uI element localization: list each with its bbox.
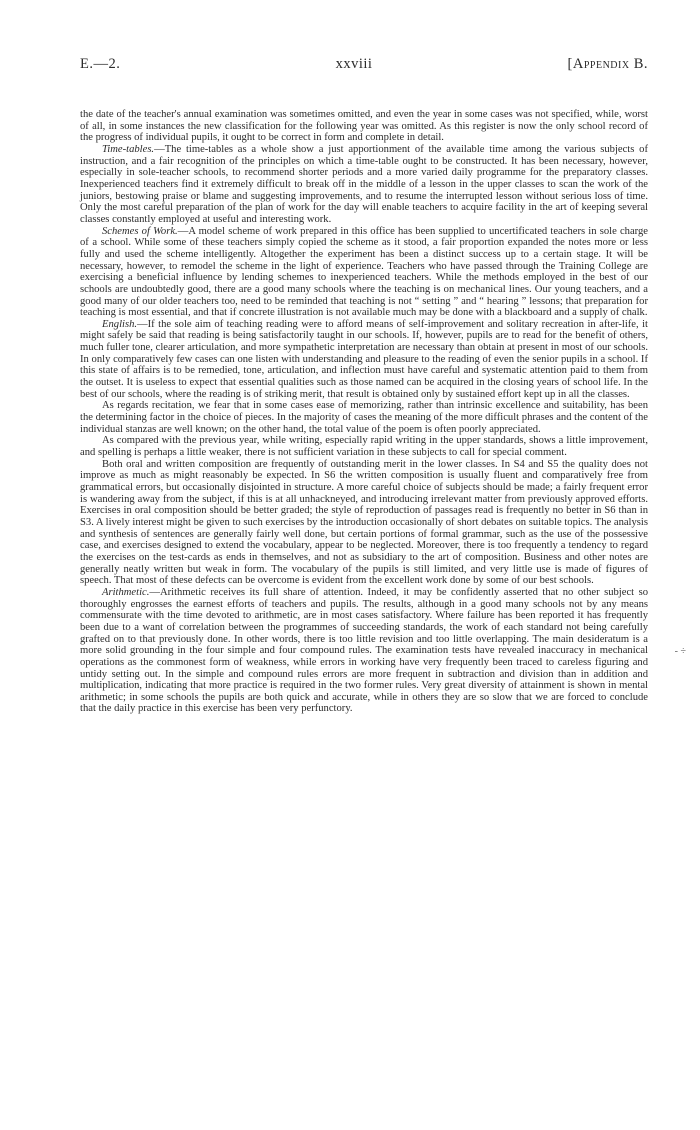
header-appendix: [Appendix B. [567,56,648,72]
paragraph-composition: Both oral and written composition are frequently of outstanding merit in the lower classes. In S4 and S5 the quality does not improve as much as might reasonably be expected. In S6 the written composition is usually fluent and comparatively free from grammatical errors, but occasionally disjointed in structure. A more careful choice of subjects should be made; a fairly frequent error is wandering away from the subject, if this is at all unhackneyed, and introducing irrelevant matter from previously approved efforts. Exercises in oral composition should be better graded; the style of reproduction of passages read is frequently no better in S6 than in S3. A lively interest might be given to such exercises by the introduction occasionally of short debates on suitable topics. The analysis and synthesis of sentences are generally fairly well done, but certain portions of formal grammar, such as the use of the possessive case, and exercises designed to extend the vocabulary, appear to be neglected. Moreover, there is too frequently a tendency to regard the exercises on the test-cards as ends in themselves, and not as subsidiary to the art of composition. Business and other notes are generally neatly written but weak in form. The vocabulary of the pupils is still limited, and very little use is made of figures of speech. That most of these defects can be overcome is evident from the excellent work done by some of our best schools. [80,458,648,587]
paragraph-recitation: As regards recitation, we fear that in some cases ease of memorizing, rather than intrinsic excellence and suitability, has been the determining factor in the choice of pieces. In the majority of cases the meaning of the more difficult phrases and the content of the individual stanzas are well known; on the other hand, the total value of the poem is often poorly appreciated. [80,400,648,435]
section-heading-schemes-of-work: Schemes of Work. [102,225,178,237]
header-reference: E.—2. [80,56,121,72]
paragraph-arithmetic: Arithmetic.—Arithmetic receives its full share of attention. Indeed, it may be confidently asserted that no other subject so thoroughly engrosses the earnest efforts of teachers and pupils. The results, although in a good many schools not by any means commensurate with the time devoted to arithmetic, are in most cases satisfactory. Where failure has been reported it has frequently been due to a want of correlation between the programmes of succeeding standards, the work of each standard not being carefully grafted on to that previously done. In other words, there is too little revision and too little overlapping. The main desideratum is a more solid grounding in the four simple and four compound rules. The examination tests have revealed inaccuracy in mechanical operations as the commonest form of weakness, while errors in working have very frequently been traced to careless figuring and untidy setting out. In the simple and compound rules errors are more frequent in subtraction and division than in addition and multiplication, indicating that more practice is required in the two former rules. Very great diversity of attainment is shown in mental arithmetic; in some schools the pupils are both quick and accurate, while in others they are so slow that we are forced to conclude that the daily practice in this exercise has been very perfunctory. [80,586,648,715]
margin-mark: - ÷ [674,646,686,657]
paragraph-time-tables: Time-tables.—The time-tables as a whole show a just apportionment of the available time among the various subjects of instruction, and a fair recognition of the principles on which a time-table ought to be constructed. It has been necessary, however, especially in sole-teacher schools, to recommend shorter periods and a more varied daily programme for the preparatory classes. Inexperienced teachers find it extremely difficult to break off in the middle of a lesson in the upper classes to scan the work of the juniors, bestowing praise or blame and suggesting improvements, and to resume the interrupted lesson without serious loss of time. Only the most careful preparation of the plan of work for the day will enable teachers to acquire facility in the art of keeping several classes constantly employed at useful and interesting work. [80,143,648,225]
paragraph-writing: As compared with the previous year, while writing, especially rapid writing in the upper standards, shows a little improvement, and spelling is perhaps a little weaker, there is not sufficient variation in these subjects to call for special comment. [80,435,648,459]
page-header [60,56,648,76]
section-heading-english: English. [102,318,138,330]
section-heading-arithmetic: Arithmetic. [102,586,150,598]
section-heading-time-tables: Time-tables. [102,143,155,155]
paragraph-schemes-of-work: Schemes of Work.—A model scheme of work prepared in this office has been supplied to uncertificated teachers in sole charge of a school. While some of these teachers simply copied the scheme as it stood, a fair proportion expanded the notes more or less fully and used the scheme intelligently. Altogether the experiment has been a distinct success up to a certain stage. It will be necessary, however, to remodel the scheme in the light of experience. Teachers who have passed through the Training College are exercising a beneficial influence by lending schemes to inexperienced teachers. While the methods employed in the best of our schools are undoubtedly good, there are a good many schools where the teaching is on mechanical lines. Our young teachers, and a good many of our older teachers too, need to be reminded that teaching is not “ setting ” and “ hearing ” lessons; that preparation for teaching is most essential, and that if concrete illustration is not available much may be done with a blackboard and a supply of chalk. [80,225,648,319]
paragraph-english: English.—If the sole aim of teaching reading were to afford means of self-improvement and solitary recreation in after-life, it might safely be said that reading is being satisfactorily taught in our schools. If, however, pupils are to read for the benefit of others, much fuller tone, clearer articulation, and more sympathetic interpretation are necessary than obtain at present in most of our schools. In only comparatively few cases can one listen with understanding and pleasure to the reading of even the senior pupils in a school. If this state of affairs is to be remedied, tone, articulation, and inflection must have careful and systematic attention paid to them from the outset. It is useless to expect that essential qualities such as those named can be acquired in the closing years of school life. In the best of our schools, where the reading is of striking merit, that result is obtained only by sustained effort kept up in all the classes. [80,318,648,400]
page-number: xxviii [335,56,373,72]
paragraph-register: the date of the teacher's annual examination was sometimes omitted, and even the year in some cases was not specified, while, worst of all, in some instances the new classification for the following year was omitted. As this register is now the only school record of the progress of individual pupils, it ought to be correct in form and complete in detail. [80,109,648,144]
body-text [80,109,648,715]
